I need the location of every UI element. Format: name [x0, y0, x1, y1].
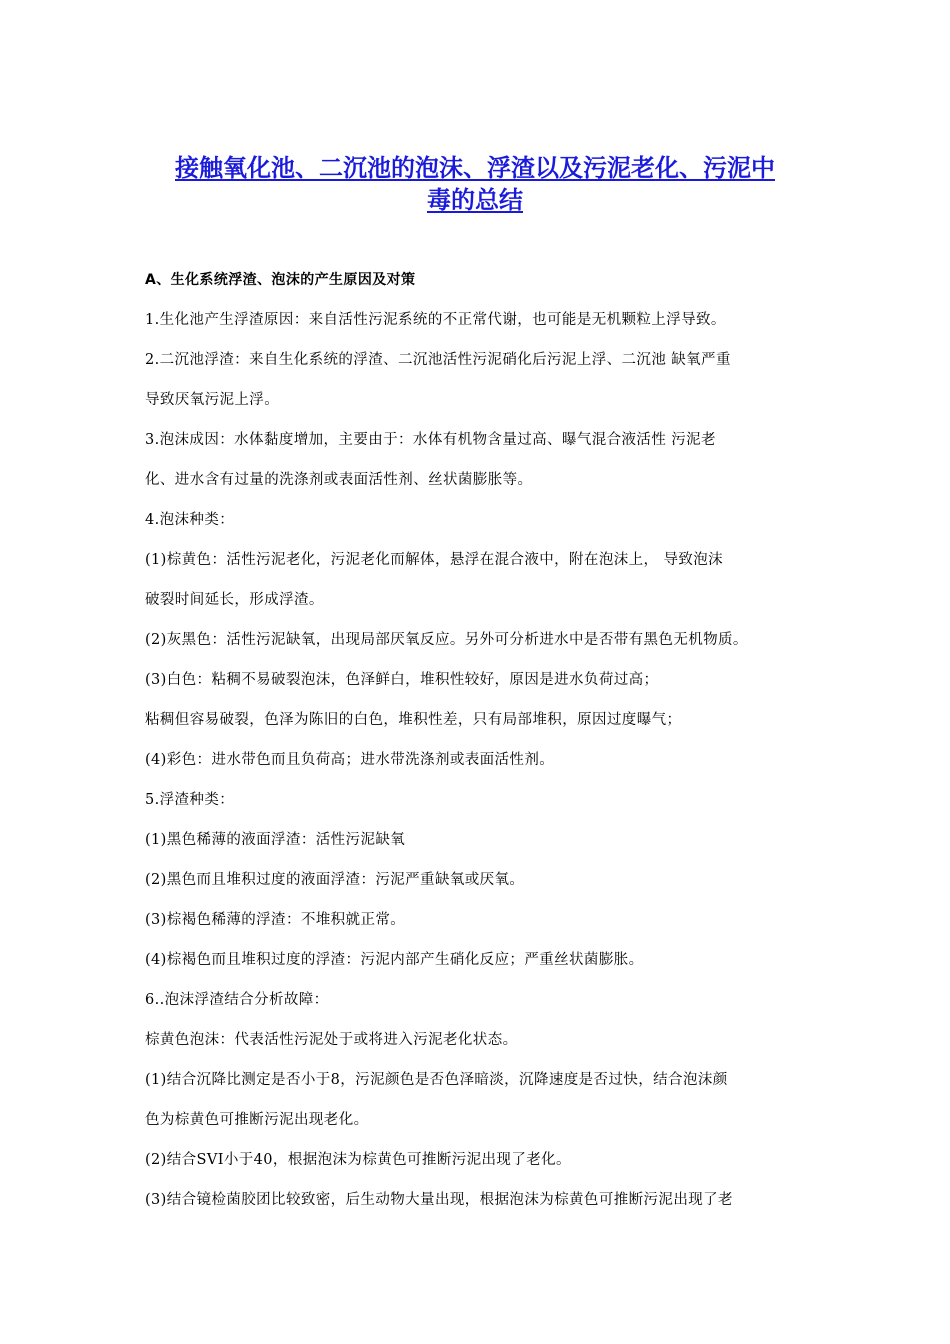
paragraph-line: 破裂时间延长，形成浮渣。 — [145, 592, 324, 608]
paragraph-line: 6..泡沫浮渣结合分析故障： — [145, 992, 329, 1008]
paragraph-line: (1)黑色稀薄的液面浮渣：活性污泥缺氧 — [145, 832, 406, 848]
title-line-1: 接触氧化池、二沉池的泡沫、浮渣以及污泥老化、污泥中 — [175, 154, 775, 182]
paragraph-line: (2)黑色而且堆积过度的液面浮渣：污泥严重缺氧或厌氧。 — [145, 872, 525, 888]
paragraph-line: (2)结合SVI小于40，根据泡沫为棕黄色可推断污泥出现了老化。 — [145, 1152, 571, 1168]
section-heading-a: A、生化系统浮渣、泡沫的产生原因及对策 — [145, 272, 416, 288]
title-line-2: 毒的总结 — [427, 186, 523, 214]
paragraph-line: (3)棕褐色稀薄的浮渣：不堆积就正常。 — [145, 912, 406, 928]
paragraph-line: (2)灰黑色：活性污泥缺氧，出现局部厌氧反应。另外可分析进水中是否带有黑色无机物质。 — [145, 632, 748, 648]
paragraph-line: 1.生化池产生浮渣原因：来自活性污泥系统的不正常代谢，也可能是无机颗粒上浮导致。 — [145, 312, 726, 328]
paragraph-line: 化、进水含有过量的洗涤剂或表面活性剂、丝状菌膨胀等。 — [145, 472, 533, 488]
paragraph-line: 粘稠但容易破裂，色泽为陈旧的白色，堆积性差，只有局部堆积，原因过度曝气； — [145, 712, 682, 728]
document-body — [145, 260, 835, 1220]
document-title — [120, 152, 830, 216]
paragraph-line: (4)彩色：进水带色而且负荷高；进水带洗涤剂或表面活性剂。 — [145, 752, 555, 768]
paragraph-line: 5.浮渣种类： — [145, 792, 235, 808]
paragraph-line: 导致厌氧污泥上浮。 — [145, 392, 280, 408]
paragraph-line: (1)棕黄色：活性污泥老化，污泥老化而解体，悬浮在混合液中，附在泡沫上， 导致泡沫 — [145, 552, 724, 568]
paragraph-line: 2.二沉池浮渣：来自生化系统的浮渣、二沉池活性污泥硝化后污泥上浮、二沉池 缺氧严重 — [145, 352, 731, 368]
paragraph-line: (1)结合沉降比测定是否小于8，污泥颜色是否色泽暗淡，沉降速度是否过快，结合泡沫颜 — [145, 1072, 728, 1088]
paragraph-line: (3)结合镜检菌胶团比较致密，后生动物大量出现，根据泡沫为棕黄色可推断污泥出现了老 — [145, 1192, 733, 1208]
paragraph-line: 棕黄色泡沫：代表活性污泥处于或将进入污泥老化状态。 — [145, 1032, 518, 1048]
paragraph-line: 色为棕黄色可推断污泥出现老化。 — [145, 1112, 369, 1128]
paragraph-line: (4)棕褐色而且堆积过度的浮渣：污泥内部产生硝化反应；严重丝状菌膨胀。 — [145, 952, 644, 968]
paragraph-line: (3)白色：粘稠不易破裂泡沫，色泽鲜白，堆积性较好，原因是进水负荷过高； — [145, 672, 659, 688]
paragraph-line: 3.泡沫成因：水体黏度增加，主要由于：水体有机物含量过高、曝气混合液活性 污泥老 — [145, 432, 716, 448]
paragraph-line: 4.泡沫种类： — [145, 512, 235, 528]
